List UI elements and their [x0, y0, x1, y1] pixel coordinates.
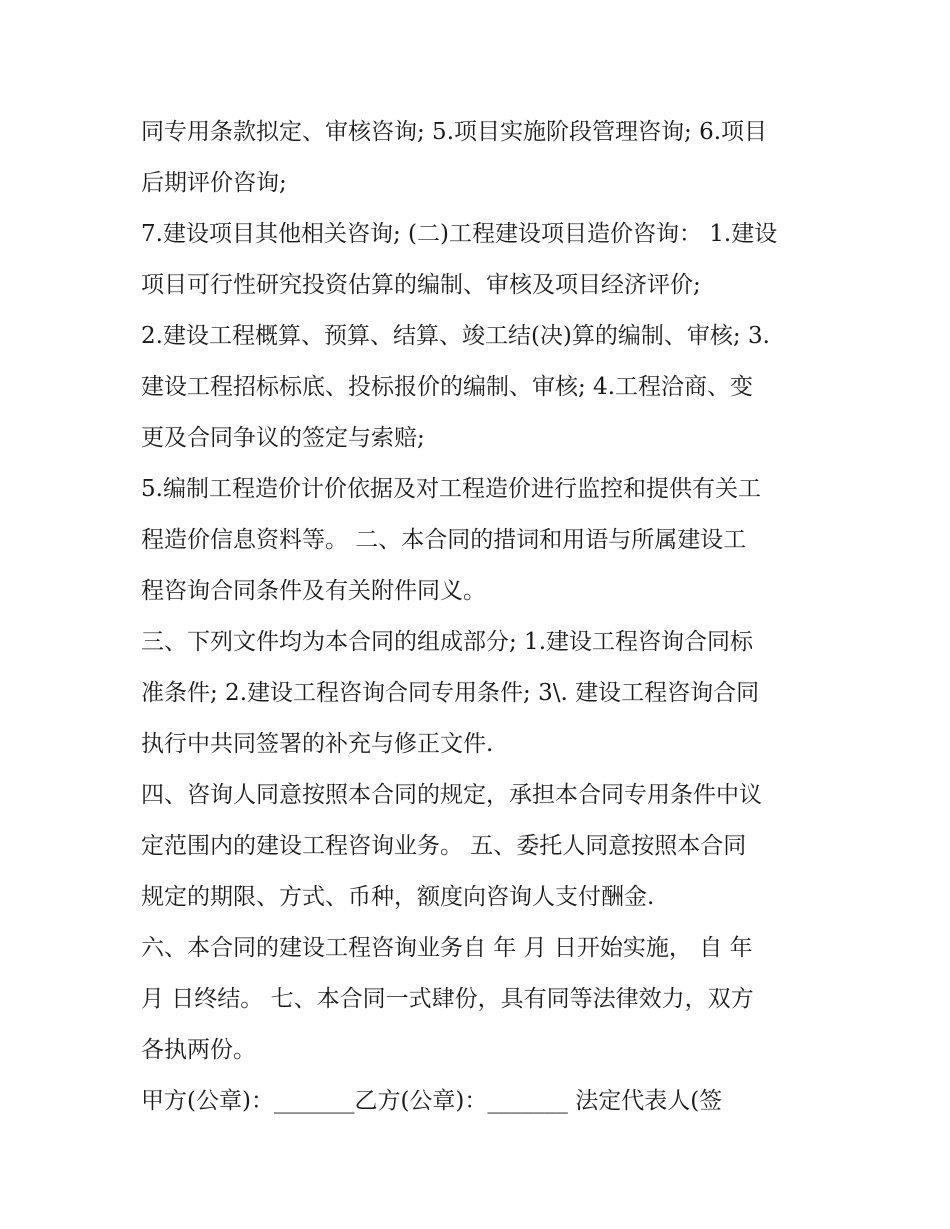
- text-line: 程咨询合同条件及有关附件同义。: [141, 578, 486, 604]
- text-line: 准条件; 2.建设工程咨询合同专用条件; 3\. 建设工程咨询合同: [141, 680, 760, 706]
- text-line: 同专用条款拟定、审核咨询; 5.项目实施阶段管理咨询; 6.项目: [141, 119, 768, 145]
- text-line: 程造价信息资料等。 二、本合同的措词和用语与所属建设工: [141, 527, 747, 553]
- text-line: 建设工程招标标底、投标报价的编制、审核; 4.工程洽商、变: [141, 374, 754, 400]
- text-line: 后期评价咨询;: [141, 170, 287, 196]
- text-line: 甲方(公章)：_______乙方(公章)：_______ 法定代表人(签: [141, 1088, 723, 1114]
- text-line: 定范围内的建设工程咨询业务。 五、委托人同意按照本合同: [141, 833, 747, 859]
- text-line: 项目可行性研究投资估算的编制、审核及项目经济评价;: [141, 272, 701, 298]
- text-line: 四、咨询人同意按照本合同的规定，承担本合同专用条件中议: [141, 782, 762, 808]
- text-line: 执行中共同签署的补充与修正文件.: [141, 731, 494, 757]
- text-line: 六、本合同的建设工程咨询业务自 年 月 日开始实施， 自 年: [141, 935, 753, 961]
- text-line: 月 日终结。 七、本合同一式肆份，具有同等法律效力，双方: [141, 986, 754, 1012]
- text-line: 各执两份。: [141, 1037, 256, 1063]
- text-line: 2.建设工程概算、预算、结算、竣工结(决)算的编制、审核; 3.: [141, 323, 770, 349]
- text-line: 7.建设项目其他相关咨询; (二)工程建设项目造价咨询： 1.建设: [141, 221, 778, 247]
- contract-text: [141, 107, 821, 1127]
- text-line: 规定的期限、方式、币种，额度向咨询人支付酬金.: [141, 884, 655, 910]
- text-line: 5.编制工程造价计价依据及对工程造价进行监控和提供有关工: [141, 476, 761, 502]
- text-line: 更及合同争议的签定与索赔;: [141, 425, 425, 451]
- text-line: 三、下列文件均为本合同的组成部分; 1.建设工程咨询合同标: [141, 629, 754, 655]
